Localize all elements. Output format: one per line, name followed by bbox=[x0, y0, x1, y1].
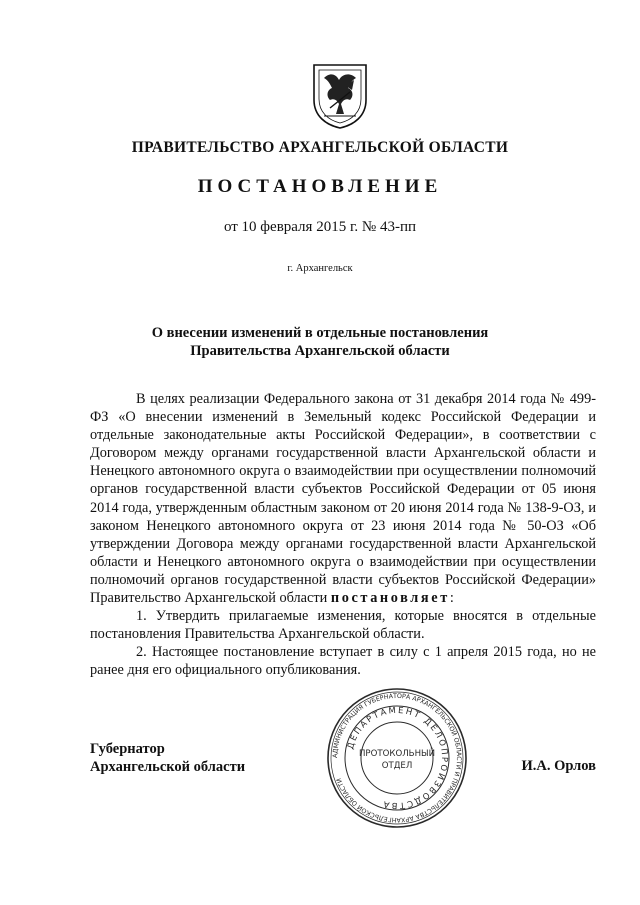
clause-1: 1. Утвердить прилагаемые изменения, которые вносятся в отдельные постановления Правительства Архангельской области. bbox=[90, 608, 596, 643]
document-body bbox=[90, 390, 596, 680]
stamp-center-line-1: ПРОТОКОЛЬНЫЙ bbox=[358, 749, 436, 759]
resolves-word: постановляет bbox=[330, 590, 450, 607]
preamble-text: В целях реализации Федерального закона от 31 декабря 2014 года № 499-ФЗ «О внесении изменений в Земельный кодекс Российской Федерации и отдельные законодательные акты Российской Федерации», в соответствии с Договором между органами государственной власти Архангельской области и Ненецкого автономного округа о взаимодействии при осуществлении полномочий органов государственной власти субъектов Российской Федерации от 05 июня 2014 года, утвержденным областным законом от 20 июня 2014 года № 138-9-ОЗ, и законом Ненецкого автономного округа от 23 июня 2014 года № 50-ОЗ «Об утверждении Договора между органами государственной власти Архангельской области и Ненецкого автономного округа о взаимодействии при осуществлении полномочий органов государственной власти субъектов Российской Федерации» Правительство Архангельской области bbox=[90, 391, 596, 607]
resolves-colon: : bbox=[449, 590, 454, 607]
document-date-number: от 10 февраля 2015 г. № 43-пп bbox=[223, 219, 417, 235]
preamble-paragraph bbox=[90, 390, 596, 607]
document-type: ПОСТАНОВЛЕНИЕ bbox=[197, 176, 443, 197]
official-stamp bbox=[326, 687, 468, 829]
document-title bbox=[90, 324, 550, 360]
signatory-name: И.А. Орлов bbox=[521, 758, 596, 774]
clause-2: 2. Настоящее постановление вступает в силу с 1 апреля 2015 года, но не ранее дня его официального опубликования. bbox=[90, 644, 596, 679]
stamp-outer-text: АДМИНИСТРАЦИЯ ГУБЕРНАТОРА АРХАНГЕЛЬСКОЙ ОБЛАСТИ И ПРАВИТЕЛЬСТВА АРХАНГЕЛЬСКОЙ ОБЛАСТИ bbox=[331, 692, 463, 824]
document-title-line-2: Правительства Архангельской области bbox=[190, 343, 450, 359]
signatory-position-line-2: Архангельской области bbox=[90, 759, 246, 775]
coat-of-arms-icon bbox=[310, 62, 370, 130]
stamp-inner-text: ДЕПАРТАМЕНТ ДЕЛОПРОИЗВОДСТВА bbox=[344, 704, 451, 812]
stamp-center-line-2: ОТДЕЛ bbox=[381, 761, 413, 771]
document-title-line-1: О внесении изменений в отдельные постановления bbox=[151, 325, 489, 341]
signatory-position bbox=[90, 740, 245, 776]
signatory-position-line-1: Губернатор bbox=[90, 741, 165, 757]
document-city: г. Архангельск bbox=[287, 263, 353, 274]
organization-title: ПРАВИТЕЛЬСТВО АРХАНГЕЛЬСКОЙ ОБЛАСТИ bbox=[131, 139, 509, 156]
